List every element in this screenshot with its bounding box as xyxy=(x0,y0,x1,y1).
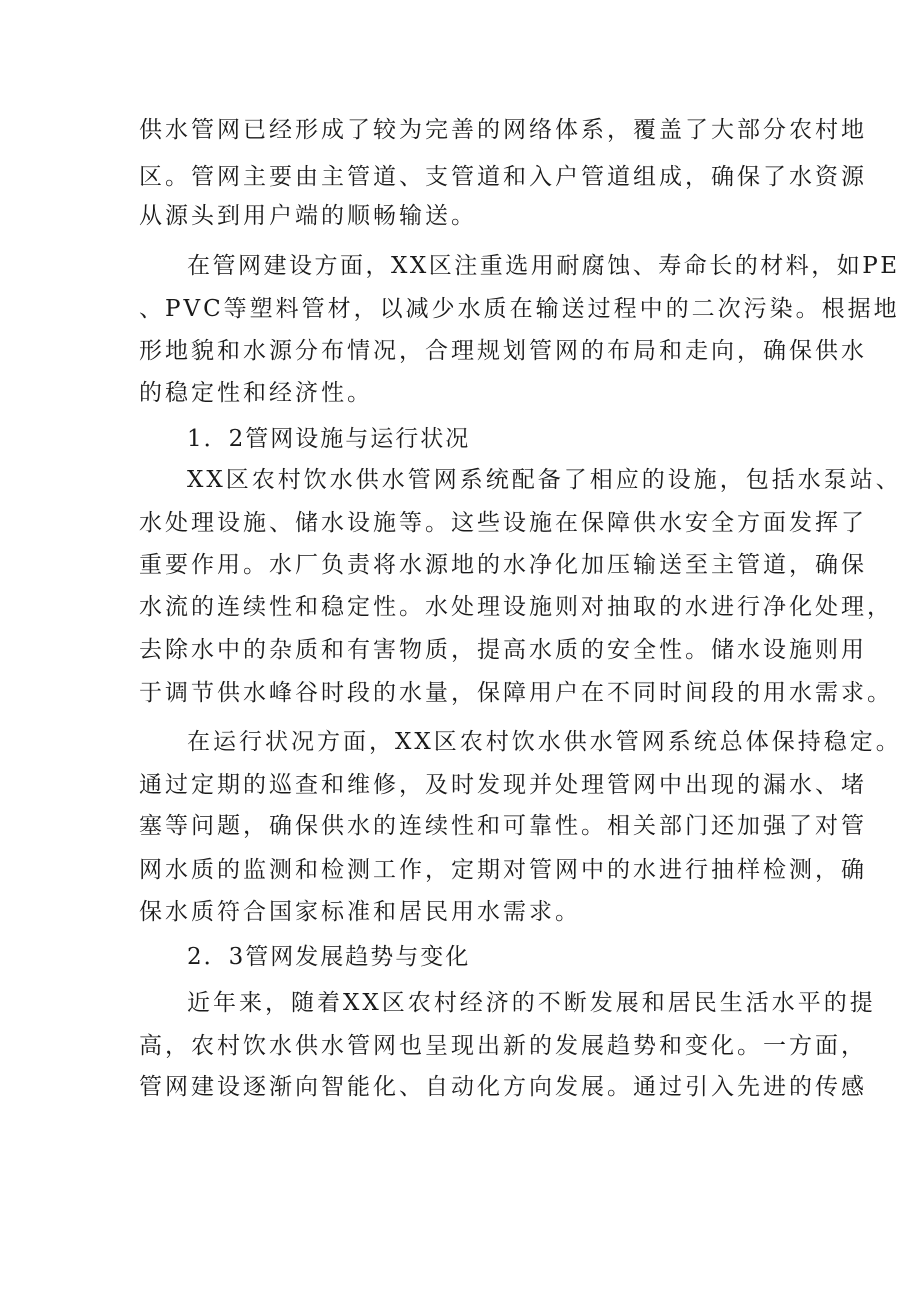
paragraph-5-line-1: 近年来，随着XX区农村经济的不断发展和居民生活水平的提 xyxy=(187,990,876,1016)
paragraph-2-line-1: 在管网建设方面，XX区注重选用耐腐蚀、寿命长的材料，如PE xyxy=(187,253,900,279)
paragraph-4-line-5: 保水质符合国家标准和居民用水需求。 xyxy=(139,899,581,925)
paragraph-1-line-1: 供水管网已经形成了较为完善的网络体系，覆盖了大部分农村地 xyxy=(139,117,867,143)
paragraph-4-line-2: 通过定期的巡查和维修，及时发现并处理管网中出现的漏水、堵 xyxy=(139,772,867,798)
paragraph-1-line-3: 从源头到用户端的顺畅输送。 xyxy=(139,203,477,229)
paragraph-3-line-1: XX区农村饮水供水管网系统配备了相应的设施，包括水泵站、 xyxy=(187,467,902,493)
section-heading-1-2: 1．2管网设施与运行状况 xyxy=(187,426,471,452)
paragraph-5-line-3: 管网建设逐渐向智能化、自动化方向发展。通过引入先进的传感 xyxy=(139,1074,867,1100)
paragraph-4-line-3: 塞等问题，确保供水的连续性和可靠性。相关部门还加强了对管 xyxy=(139,813,867,839)
paragraph-3-line-3: 重要作用。水厂负责将水源地的水净化加压输送至主管道，确保 xyxy=(139,552,867,578)
paragraph-3-line-5: 去除水中的杂质和有害物质，提高水质的安全性。储水设施则用 xyxy=(139,637,867,663)
paragraph-4-line-4: 网水质的监测和检测工作，定期对管网中的水进行抽样检测，确 xyxy=(139,857,867,883)
paragraph-1-line-2: 区。管网主要由主管道、支管道和入户管道组成，确保了水资源 xyxy=(139,164,867,190)
paragraph-3-line-2: 水处理设施、储水设施等。这些设施在保障供水安全方面发挥了 xyxy=(139,510,867,536)
paragraph-2-line-4: 的稳定性和经济性。 xyxy=(139,380,373,406)
paragraph-5-line-2: 高，农村饮水供水管网也呈现出新的发展趋势和变化。一方面， xyxy=(139,1033,867,1059)
paragraph-4-line-1: 在运行状况方面，XX区农村饮水供水管网系统总体保持稳定。 xyxy=(187,729,902,755)
paragraph-3-line-4: 水流的连续性和稳定性。水处理设施则对抽取的水进行净化处理， xyxy=(139,594,893,620)
paragraph-2-line-3: 形地貌和水源分布情况，合理规划管网的布局和走向，确保供水 xyxy=(139,338,867,364)
section-heading-2-3: 2．3管网发展趋势与变化 xyxy=(187,944,471,970)
paragraph-2-line-2: 、PVC等塑料管材，以减少水质在输送过程中的二次污染。根据地 xyxy=(139,296,900,322)
paragraph-3-line-6: 于调节供水峰谷时段的水量，保障用户在不同时间段的用水需求。 xyxy=(139,680,893,706)
